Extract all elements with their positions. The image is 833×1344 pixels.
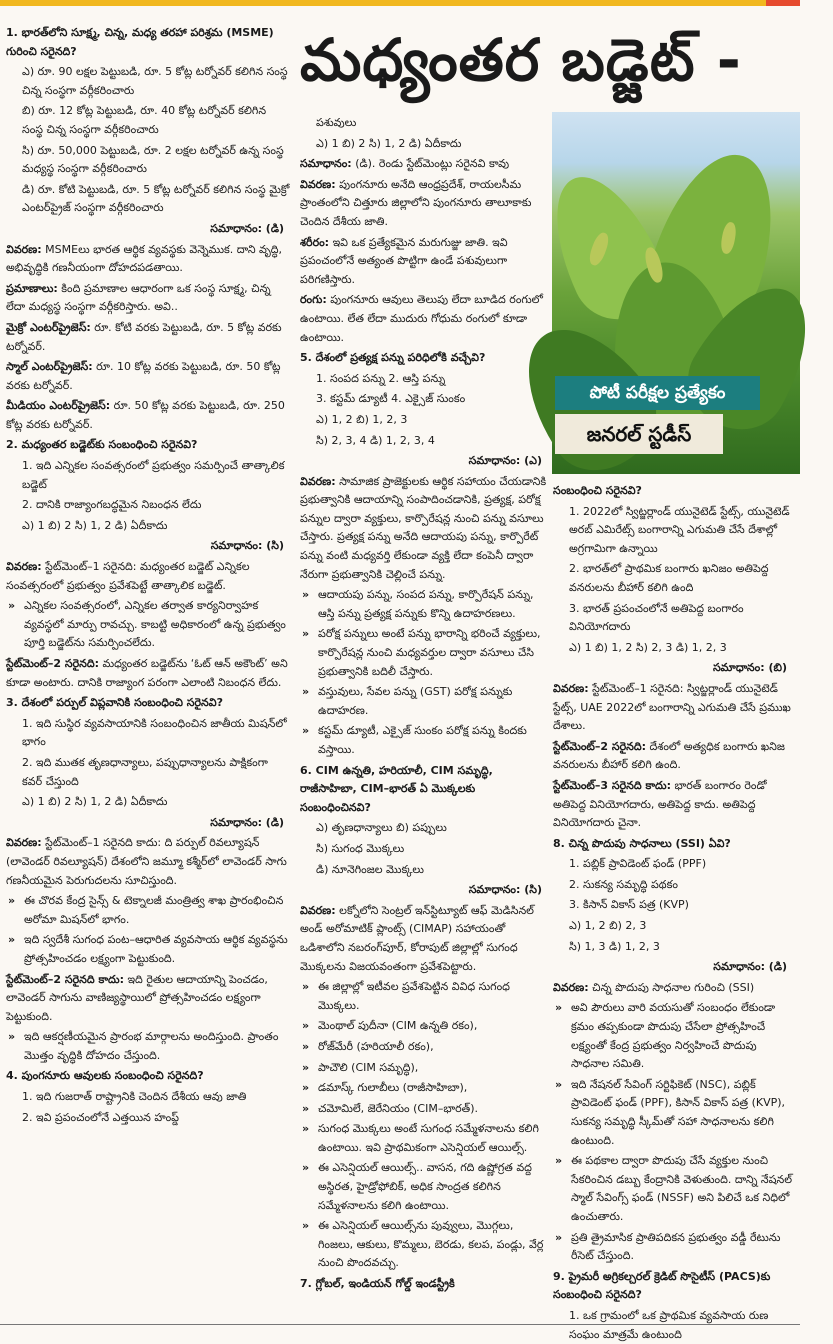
body-text: స్టేట్‌మెంట్–1 సరైనది: మధ్యంతర బడ్జెట్ ఎన్నికల సంవత్సరంలో ప్రభుత్వం ప్రవేశపెట్టే తాత్కాలిక బడ్జెట్. [6, 560, 250, 592]
label-text: శరీరం: [300, 235, 330, 249]
question-text: 7. గ్లోబల్, ఇండియన్ గోల్డ్ ఇండస్ట్రీకి [300, 1277, 455, 1291]
explanation-paragraph [6, 655, 290, 692]
question-text: 2. మధ్యంతర బడ్జెట్‌కు సంబంధించి సరైనవి? [6, 438, 198, 452]
question-text: 9. ప్రైమరీ అగ్రికల్చరల్ క్రెడిట్ సొసైటీస్ (PACS)కు సంబంధించి సరైనది? [553, 1269, 771, 1302]
option-text: సి) 1, 3 డి) 1, 2, 3 [569, 939, 660, 953]
option-text: ఎ) 1 బి) 2 సి) 1, 2 డి) ఏదీకాదు [316, 136, 462, 150]
explanation-paragraph [6, 834, 290, 890]
bullet-point: » కస్టమ్ డ్యూటీ, ఎక్సైజ్ సుంకం పరోక్ష పన్ను కిందకు వస్తాయి. [300, 722, 548, 759]
explanation-paragraph [300, 155, 548, 174]
explanation-paragraph [6, 971, 290, 1027]
bullet-point: » ఈ ఎసెన్షియల్ ఆయిల్స్.. వాసన, గది ఉష్ణోగ్రత వద్ద అస్థిరత, హైడ్రోఫోబిక్, అధిక సాంద్రత కలిగిన సమ్మేళనాలను కలిగి ఉంటాయి. [300, 1159, 548, 1215]
option-text: 1. ఇది ఎన్నికల సంవత్సరంలో ప్రభుత్వం సమర్పించే తాత్కాలిక బడ్జెట్ [22, 459, 285, 491]
option-text: 2. దానికి రాజ్యాంగబద్ధమైన నిబంధన లేదు [22, 498, 202, 512]
explanation-paragraph [300, 234, 548, 290]
explanation-paragraph [553, 777, 793, 833]
subject-badge: జనరల్ స్టడీస్ [555, 414, 723, 454]
body-text: సామాజిక ప్రాజెక్టులకు ఆర్థిక సహాయం చేయడానికి ప్రభుత్వానికి ఆదాయాన్ని సంపాదించడానికి, ప్రత్యక్ష, పరోక్ష పన్నుల ద్వారా వ్యక్తులు, కార్పొరేషన్ల నుంచి పన్ను వసూలు చేస్తారు. ప్రత్యక్ష పన్ను అనేది ఆదాయపు పన్ను, కార్పొరేట్ పన్ను వంటి మధ్యవర్తి లేకుండా వ్యక్తి లేదా కంపెనీ ద్వారా నేరుగా ప్రభుత్వానికి చెల్లించే పన్ను. [300, 474, 547, 581]
answer-text: సమాధానం: (డి) [210, 815, 284, 829]
question-text: 6. CIM ఉన్నతి, హరియాలీ, CIM సమృద్ధి, రాజీసాహిబా, CIM–భారత్ ఏ మొక్కలకు సంబంధించినవి? [300, 763, 493, 814]
bullet-point: » వస్తువులు, సేవల పన్ను (GST) పరోక్ష పన్నుకు ఉదాహరణ. [300, 683, 548, 720]
body-text: లక్నోలోని సెంట్రల్ ఇన్‌స్టిట్యూట్ ఆఫ్ మెడిసినల్ అండ్ అరోమాటిక్ ప్లాంట్స్ (CIMAP) సహాయంతో ఒడిశాలోని నబరంగ్‌పూర్, కోరాపుట్ జిల్లాల్లో సుగంధ మొక్కలను విజయవంతంగా ప్రవేశపెట్టారు. [300, 903, 534, 973]
option-text: 1. ఇది గుజరాత్ రాష్ట్రానికి చెందిన దేశీయ ఆవు జాతి [22, 1090, 247, 1104]
body-text: కింది ప్రమాణాల ఆధారంగా ఒక సంస్థ సూక్ష్మ, చిన్న లేదా మధ్యస్థ సంస్థగా వర్గీకరిస్తారు. అవి.. [6, 281, 271, 314]
option-text: 1. 2022లో స్విట్జర్లాండ్ యునైటెడ్ స్టేట్స్, యునైటెడ్ అరబ్ ఎమిరేట్స్ బంగారాన్ని ఎగుమతి చేసే దేశాల్లో అగ్రగామిగా ఉన్నాయి [569, 504, 790, 555]
option-text: ఎ) 1 బి) 2 సి) 1, 2 డి) ఏదీకాదు [22, 795, 168, 809]
bullet-point: » అవి పౌరులు వారి వయసుతో సంబంధం లేకుండా క్రమం తప్పకుండా పొదుపు చేసేలా ప్రోత్సహించే లక్ష్యంతో కేంద్ర ప్రభుత్వం నిర్వహించే పొదుపు సాధనాల సమితి. [553, 999, 793, 1073]
explanation-paragraph [553, 738, 793, 775]
label-text: వివరణ: [300, 474, 336, 488]
bullet-point: » పరోక్ష పన్నులు అంటే పన్ను భారాన్ని భరించే వ్యక్తులు, కార్పొరేషన్ల నుంచి మధ్యవర్తుల ద్వారా వసూలు చేసి ప్రభుత్వానికి బదిలీ చేస్తారు. [300, 625, 548, 681]
answer-text: సమాధానం: (డి) [713, 960, 787, 974]
option-text: ఎ) 1, 2 బి) 2, 3 [569, 919, 647, 933]
label-text: వివరణ: [6, 242, 42, 256]
bullet-point: » చమోమిలే, జెరేనియం (CIM–భారత్). [300, 1100, 548, 1119]
option-text: సి) రూ. 50,000 పెట్టుబడి, రూ. 2 లక్షల టర్నోవర్ ఉన్న సంస్థ మధ్యస్థ సంస్థగా వర్గీకరించారు [22, 143, 284, 176]
body-text: దేశంలో అత్యధిక బంగారు ఖనిజ వనరులను బీహార్ కలిగి ఉంది. [553, 739, 785, 772]
option-text: 3. కస్టమ్ డ్యూటీ 4. ఎక్సైజ్ సుంకం [316, 392, 466, 406]
option-text: సి) 2, 3, 4 డి) 1, 2, 3, 4 [316, 433, 435, 447]
article-column-2 [300, 114, 548, 1320]
bullet-point: » ఎన్నికల సంవత్సరంలో, ఎన్నికల తర్వాత కార్యనిర్వాహక వ్యవస్థలో మార్పు రావచ్చు. కాబట్టి అధికారంలో ఉన్న ప్రభుత్వం పూర్తి బడ్జెట్‌ను సమర్పించలేదు. [6, 597, 290, 653]
bullet-point: » ఈ చొరవ కేంద్ర సైన్స్ & టెక్నాలజీ మంత్రిత్వ శాఖ ప్రారంభించిన అరోమా మిషన్‌లో భాగం. [6, 892, 290, 929]
bullet-point: » ఈ జిల్లాల్లో ఇటీవల ప్రవేశపెట్టిన వివిధ సుగంధ మొక్కలు. [300, 978, 548, 1015]
answer-text: సమాధానం: (ఎ) [468, 454, 542, 468]
option-text: 2. ఇవి ప్రపంచంలోనే ఎత్తయిన హంప్డ్ [22, 1110, 179, 1124]
label-text: వివరణ: [6, 836, 42, 850]
question-text: 3. దేశంలో పర్పుల్ విప్లవానికి సంబంధించి సరైనవి? [6, 696, 223, 710]
option-text: 2. ఇది ముతక తృణధాన్యాలు, పప్పుధాన్యాలను పాక్షికంగా కవర్ చేస్తుంది [22, 755, 268, 788]
bullet-point: » ప్రతి త్రైమాసిక ప్రాతిపదికన ప్రభుత్వం వడ్డీ రేటును రీసెట్ చేస్తుంది. [553, 1229, 793, 1266]
body-text: స్టేట్‌మెంట్–1 సరైనది: స్విట్జర్లాండ్ యునైటెడ్ స్టేట్స్, UAE 2022లో బంగారాన్ని ఎగుమతి చేసే ప్రముఖ దేశాలు. [553, 681, 791, 733]
body-text: రూ. కోటి వరకు పెట్టుబడి, రూ. 5 కోట్ల వరకు టర్నోవర్. [6, 320, 282, 353]
top-accent-red [766, 0, 800, 6]
body-text: చిన్న పొదుపు సాధనాల గురించి (SSI) [588, 980, 755, 994]
bottom-rule [0, 1324, 800, 1325]
body-text: రూ. 10 కోట్ల వరకు పెట్టుబడి, రూ. 50 కోట్ల వరకు టర్నోవర్. [6, 360, 281, 392]
option-text: 3. భారత్ ప్రపంచంలోనే అతిపెద్ద బంగారం వినియోగదారు [569, 601, 744, 634]
option-text: బి) రూ. 12 కోట్ల పెట్టుబడి, రూ. 40 కోట్ల టర్నోవర్ కలిగిన సంస్థ చిన్న సంస్థగా వర్గీకరించారు [22, 104, 267, 136]
body-text: (డి). రెండు స్టేట్‌మెంట్లు సరైనవి కావు [351, 157, 510, 171]
explanation-paragraph [553, 979, 793, 998]
option-text: ఎ) 1 బి) 2 సి) 1, 2 డి) ఏదీకాదు [22, 518, 168, 532]
label-text: స్మాల్ ఎంటర్‌ప్రైజెస్: [6, 360, 93, 374]
label-text: వివరణ: [553, 980, 589, 994]
explanation-paragraph [6, 358, 290, 395]
explanation-paragraph [6, 241, 290, 278]
question-text: సంబంధించి సరైనవి? [553, 484, 642, 497]
label-text: స్టేట్‌మెంట్–2 సరైనది కాదు: [6, 972, 124, 986]
explanation-paragraph [300, 902, 548, 976]
body-text: పుంగనూరు ఆవులు తెలుపు లేదా బూడిద రంగులో ఉంటాయి. లేత లేదా ముదురు గోధుమ రంగులో కూడా ఉంటాయి. [300, 293, 543, 344]
paragraph-text: పశువులు [316, 116, 357, 129]
bullet-point: » రోజ్‌మేరీ (హరియాలీ రకం), [300, 1038, 548, 1057]
label-text: స్టేట్‌మెంట్–3 సరైనది కాదు: [553, 778, 671, 792]
explanation-paragraph [300, 473, 548, 585]
article-column-3 [553, 482, 793, 1341]
body-text: రూ. 50 కోట్ల వరకు పెట్టుబడి, రూ. 250 కోట్ల వరకు టర్నోవర్. [6, 399, 285, 431]
explanation-paragraph [300, 176, 548, 232]
label-text: వివరణ: [300, 177, 336, 191]
option-text: డి) నూనెగింజల మొక్కలు [316, 862, 424, 876]
answer-text: సమాధానం: (సి) [468, 883, 542, 897]
label-text: స్టేట్‌మెంట్–2 సరైనది: [6, 657, 100, 670]
answer-text: సమాధానం: (బి) [712, 661, 787, 675]
page-title: మధ్యంతర బడ్జెట్ - [300, 26, 742, 94]
explanation-paragraph [553, 680, 793, 736]
question-text: 4. పుంగనూరు ఆవులకు సంబంధించి సరైనది? [6, 1069, 204, 1083]
answer-text: సమాధానం: (సి) [210, 539, 284, 553]
bullet-point: » ఇది స్వదేశీ సుగంధ పంట–ఆధారిత వ్యవసాయ ఆర్థిక వ్యవస్థను ప్రోత్సహించడం లక్ష్యంగా పెట్టుకుంది. [6, 931, 290, 968]
bullet-point: » ఇది నేషనల్ సేవింగ్ సర్టిఫికెట్ (NSC), పబ్లిక్ ప్రావిడెంట్ ఫండ్ (PPF), కిసాన్ వికాస్ పత్ర (KVP), సుకన్య సమృద్ధి స్కీమ్‌తో సహా సాధనాలను కలిగి ఉంటుంది. [553, 1076, 793, 1150]
option-text: 1. ఒక గ్రామంలో ఒక ప్రాథమిక వ్యవసాయ రుణ సంఘం మాత్రమే ఉంటుంది [569, 1308, 769, 1341]
explanation-paragraph [6, 397, 290, 434]
label-text: రంగు: [300, 293, 327, 307]
label-text: స్టేట్‌మెంట్–2 సరైనది: [553, 739, 647, 753]
bullet-point: » మెంథాల్ పుదీనా (CIM ఉన్నతి రకం), [300, 1017, 548, 1036]
label-text: వివరణ: [553, 681, 589, 695]
label-text: సమాధానం: [300, 157, 352, 171]
option-text: ఎ) రూ. 90 లక్షల పెట్టుబడి, రూ. 5 కోట్ల టర్నోవర్ కలిగిన సంస్థ చిన్న సంస్థగా వర్గీకరించారు [22, 65, 288, 97]
body-text: MSMEలు భారత ఆర్థిక వ్యవస్థకు వెన్నెముక. దాని వృద్ధి, అభివృద్ధికి గణనీయంగా దోహదపడతాయి. [6, 242, 283, 275]
option-text: ఎ) తృణధాన్యాలు బి) పప్పులు [316, 821, 447, 835]
body-text: మధ్యంతర బడ్జెట్‌ను ‘ఓట్ ఆన్ అకౌంట్’ అని కూడా అంటారు. దానికి రాజ్యాంగ పరంగా ఎలాంటి నిబంధన లేదు. [6, 657, 288, 689]
option-text: 2. భారత్‌లో ప్రాథమిక బంగారు ఖనిజం అతిపెద్ద వనరులను బీహార్ కలిగి ఉంది [569, 562, 769, 594]
bullet-point: » ఈ పథకాల ద్వారా పొదుపు చేసే వ్యక్తుల నుంచి సేకరించిన డబ్బు కేంద్రానికి వెళుతుంది. దాన్ని నేషనల్ స్మాల్ సేవింగ్స్ ఫండ్ (NSSF) అని పిలిచే ఒక నిధిలో ఉంచుతారు. [553, 1152, 793, 1226]
category-badge: పోటీ పరీక్షల ప్రత్యేకం [555, 376, 760, 410]
body-text: భారత్ బంగారం రెండో అతిపెద్ద వినియోగదారు, అతిపెద్ద కాదు. అతిపెద్ద వినియోగదారు చైనా. [553, 778, 767, 830]
option-text: 1. సంపద పన్ను 2. ఆస్తి పన్ను [316, 371, 446, 385]
bullet-point: » సుగంధ మొక్కలు అంటే సుగంధ సమ్మేళనాలను కలిగి ఉంటాయి. ఇవి ప్రాథమికంగా ఎసెన్షియల్ ఆయిల్స్. [300, 1120, 548, 1157]
label-text: మైక్రో ఎంటర్‌ప్రైజెస్: [6, 320, 91, 334]
bullet-point: » పాచౌలి (CIM సమృద్ధి), [300, 1059, 548, 1078]
bullet-point: » ఈ ఎసెన్షియల్ ఆయిల్స్‌ను పువ్వులు, మొగ్గలు, గింజలు, ఆకులు, కొమ్మలు, బెరడు, కలప, పండ్లు, వేర్ల నుంచి పొందవచ్చు. [300, 1217, 548, 1273]
option-text: డి) రూ. కోటి పెట్టుబడి, రూ. 5 కోట్ల టర్నోవర్ కలిగిన సంస్థ మైక్రో ఎంటర్‌ప్రైజ్ సంస్థగా వర్గీకరించారు [22, 182, 290, 215]
option-text: 3. కిసాన్ వికాస్ పత్ర (KVP) [569, 898, 689, 912]
option-text: ఎ) 1, 2 బి) 1, 2, 3 [316, 412, 408, 426]
body-text: ఇవి ఒక ప్రత్యేకమైన మరుగుజ్జు జాతి. ఇవి ప్రపంచంలోనే అత్యంత పొట్టిగా ఉండే పశువులుగా పరిగణిస్తారు. [300, 235, 508, 286]
body-text: పుంగనూరు అనేది ఆంధ్రప్రదేశ్, రాయలసీమ ప్రాంతంలోని చిత్తూరు జిల్లాలోని పుంగనూరు తాలూకాకు చెందిన దేశీయ జాతి. [300, 177, 532, 228]
question-text: 1. భారత్‌లోని సూక్ష్మ, చిన్న, మధ్య తరహా పరిశ్రమ (MSME) గురించి సరైనది? [6, 26, 274, 58]
label-text: మీడియం ఎంటర్‌ప్రైజెస్: [6, 399, 111, 413]
label-text: ప్రమాణాలు: [6, 281, 58, 295]
explanation-paragraph [6, 558, 290, 595]
option-text: 1. పబ్లిక్ ప్రావిడెంట్ ఫండ్ (PPF) [569, 857, 707, 871]
option-text: ఎ) 1 బి) 1, 2 సి) 2, 3 డి) 1, 2, 3 [569, 640, 727, 654]
label-text: వివరణ: [300, 903, 336, 917]
option-text: 1. ఇది సుస్థిర వ్యవసాయానికి సంబంధించిన జాతీయ మిషన్‌లో భాగం [22, 716, 287, 749]
body-text: స్టేట్‌మెంట్–1 సరైనది కాదు: ది పర్పుల్ రివల్యూషన్ (లావెండర్ రివల్యూషన్) దేశంలోని జమ్మూ కశ్మీర్‌లో లావెండర్ సాగు గణనీయమైన పెరుగుదలను సూచిస్తుంది. [6, 836, 287, 887]
bullet-point: » ఆదాయపు పన్ను, సంపద పన్ను, కార్పొరేషన్ పన్ను, ఆస్తి పన్ను ప్రత్యక్ష పన్నుకు కొన్ని ఉదాహరణలు. [300, 586, 548, 623]
top-accent-bar [0, 0, 800, 6]
explanation-paragraph [300, 291, 548, 347]
option-text: సి) సుగంధ మొక్కలు [316, 841, 405, 855]
question-text: 8. చిన్న పొదుపు సాధనాలు (SSI) ఏవి? [553, 836, 731, 850]
article-column-1 [6, 24, 290, 1320]
question-text: 5. దేశంలో ప్రత్యక్ష పన్ను పరిధిలోకి వచ్చేవి? [300, 351, 486, 365]
answer-text: సమాధానం: (డి) [210, 221, 284, 235]
bullet-point: » డమాస్క్ గులాబీలు (రాజీసాహిబా), [300, 1079, 548, 1098]
explanation-paragraph [6, 280, 290, 317]
option-text: 2. సుకన్య సమృద్ధి పథకం [569, 877, 678, 891]
explanation-paragraph [6, 319, 290, 356]
body-text: ఇది రైతుల ఆదాయాన్ని పెంచడం, లావెండర్ సాగును వాణిజ్యస్థాయిలో ప్రోత్సహించడం లక్ష్యంగా పెట్టుకుంది. [6, 972, 268, 1023]
bullet-point: » ఇది ఆకర్షణీయమైన ప్రారంభ మార్గాలను అందిస్తుంది. ప్రాంతం మొత్తం వృద్ధికి దోహదం చేస్తుంది. [6, 1028, 290, 1065]
label-text: వివరణ: [6, 560, 42, 574]
